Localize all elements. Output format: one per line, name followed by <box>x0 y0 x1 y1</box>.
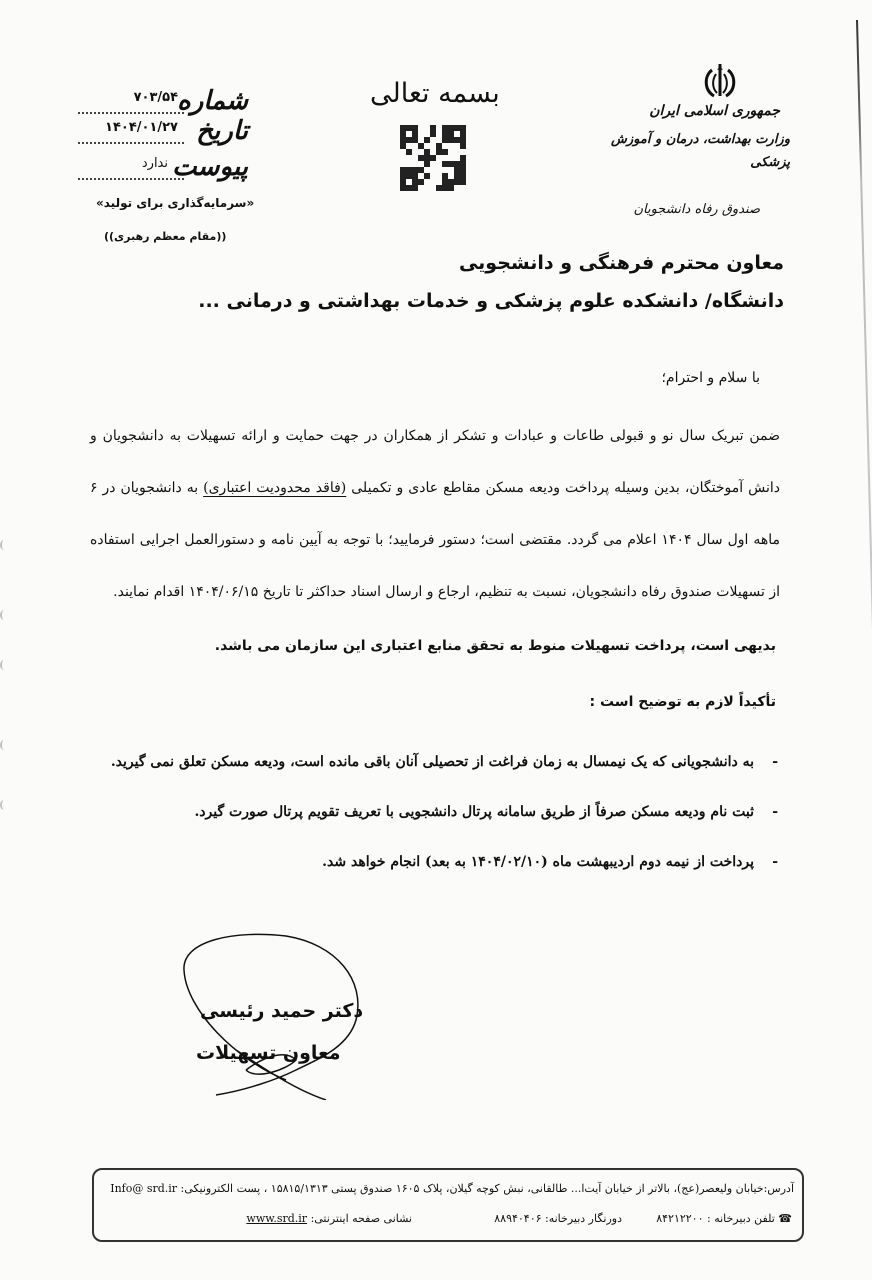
emphasis-heading: تأکیداً لازم به توضیح است : <box>589 694 776 710</box>
main-paragraph <box>90 410 780 618</box>
bullet-text: ثبت نام ودیعه مسکن صرفاً از طریق سامانه پرتال دانشجویی با تعریف تقویم پرتال صورت گیرد. <box>194 804 754 820</box>
attachment-row <box>78 152 248 188</box>
paragraph-text-before: ضمن تبریک سال نو و قبولی طاعات و عبادات و تشکر از همکاران در جهت حمایت و ارائه تسهیلات به دانشجویان و دانش آموختگان، بدین وسیله پرداخت ودیعه مسکن مقاطع عادی و تکمیلی <box>90 428 780 496</box>
signatory-name: دکتر حمید رئیسی <box>200 1000 364 1022</box>
iran-emblem-icon <box>700 62 740 100</box>
dotted-line <box>78 178 184 180</box>
bismillah-heading: بسمه تعالی <box>370 78 500 109</box>
footer-address: آدرس:خیابان ولیعصر(عج)، بالاتر از خیابان آیت‌ا... طالقانی، نبش کوچه گیلان، پلاک ۱۶۰۵ صندوق پستی ۱۵۸۱۵/۱۳۱۳ ، پست الکترونیکی: Info@ srd.ir <box>110 1182 794 1195</box>
bullet-item <box>322 854 778 870</box>
phone-icon: ☎ <box>778 1212 792 1225</box>
punch-hole-mark <box>0 610 8 620</box>
website-block <box>246 1212 412 1225</box>
website-link[interactable]: www.srd.ir <box>246 1212 308 1225</box>
bullet-marker: - <box>772 754 778 770</box>
ministry-title: وزارت بهداشت، درمان و آموزش پزشکی <box>611 132 790 171</box>
bullet-text: پرداخت از نیمه دوم اردیبهشت ماه (۱۴۰۴/۰۲/۱۰ به بعد) انجام خواهد شد. <box>322 854 754 870</box>
bullet-marker: - <box>772 804 778 820</box>
website-label: نشانی صفحه اینترنتی: <box>310 1212 412 1225</box>
punch-hole-mark <box>0 800 8 810</box>
punch-hole-mark <box>0 540 8 550</box>
fund-title: صندوق رفاه دانشجویان <box>633 202 760 217</box>
number-value: ۷۰۳/۵۴ <box>133 90 178 105</box>
phone-block <box>656 1212 792 1225</box>
slogan: «سرمایه‌گذاری برای تولید» <box>96 196 255 210</box>
dotted-line <box>78 112 184 114</box>
date-label: تاریخ <box>196 116 248 146</box>
footer-phone: تلفن دبیرخانه : ۸۴۲۱۲۲۰۰ <box>656 1212 775 1225</box>
republic-title: جمهوری اسلامی ایران <box>649 103 780 119</box>
date-value: ۱۴۰۴/۰۱/۲۷ <box>105 120 178 135</box>
paragraph-underlined-text: (فاقد محدودیت اعتباری) <box>203 480 347 496</box>
page-edge-shadow <box>856 20 872 1260</box>
bullet-item <box>194 804 778 820</box>
footer-fax: دورنگار دبیرخانه: ۸۸۹۴۰۴۰۶ <box>494 1212 622 1225</box>
recipient-line-2: دانشگاه/ دانشکده علوم پزشکی و خدمات بهداشتی و درمانی ... <box>198 290 784 312</box>
bullet-item <box>111 754 778 770</box>
recipient-line-1: معاون محترم فرهنگی و دانشجویی <box>458 252 784 274</box>
letter-date-row <box>78 116 248 152</box>
punch-hole-mark <box>0 660 8 670</box>
bullet-text: به دانشجویانی که یک نیمسال به زمان فراغت از تحصیلی آنان باقی مانده است، ودیعه مسکن تعلق نمی گیرید. <box>110 754 754 770</box>
funding-note: بدیهی است، پرداخت تسهیلات منوط به تحقق منابع اعتباری این سازمان می باشد. <box>214 638 776 654</box>
punch-hole-mark <box>0 740 8 750</box>
attachment-label: پیوست <box>172 152 248 182</box>
paragraph-text-after: به دانشجویان در ۶ ماهه اول سال ۱۴۰۴ اعلام می گردد. مقتضی است؛ دستور فرمایید؛ با توجه به آیین نامه و دستورالعمل اجرایی استفاده از تسهیلات صندوق رفاه دانشجویان، نسبت به تنظیم، ارجاع و ارسال اسناد حداکثر تا تاریخ ۱۴۰۴/۰۶/۱۵ اقدام نمایند. <box>90 480 780 600</box>
greeting: با سلام و احترام؛ <box>661 370 760 386</box>
number-label: شماره <box>177 86 248 116</box>
dotted-line <box>78 142 184 144</box>
signatory-title: معاون تسهیلات <box>196 1042 341 1064</box>
footer-contact-box <box>92 1168 804 1242</box>
bullet-marker: - <box>772 854 778 870</box>
attachment-value: ندارد <box>141 156 168 171</box>
slogan-source: ((مقام معظم رهبری)) <box>104 230 227 243</box>
qr-code[interactable] <box>400 125 466 191</box>
